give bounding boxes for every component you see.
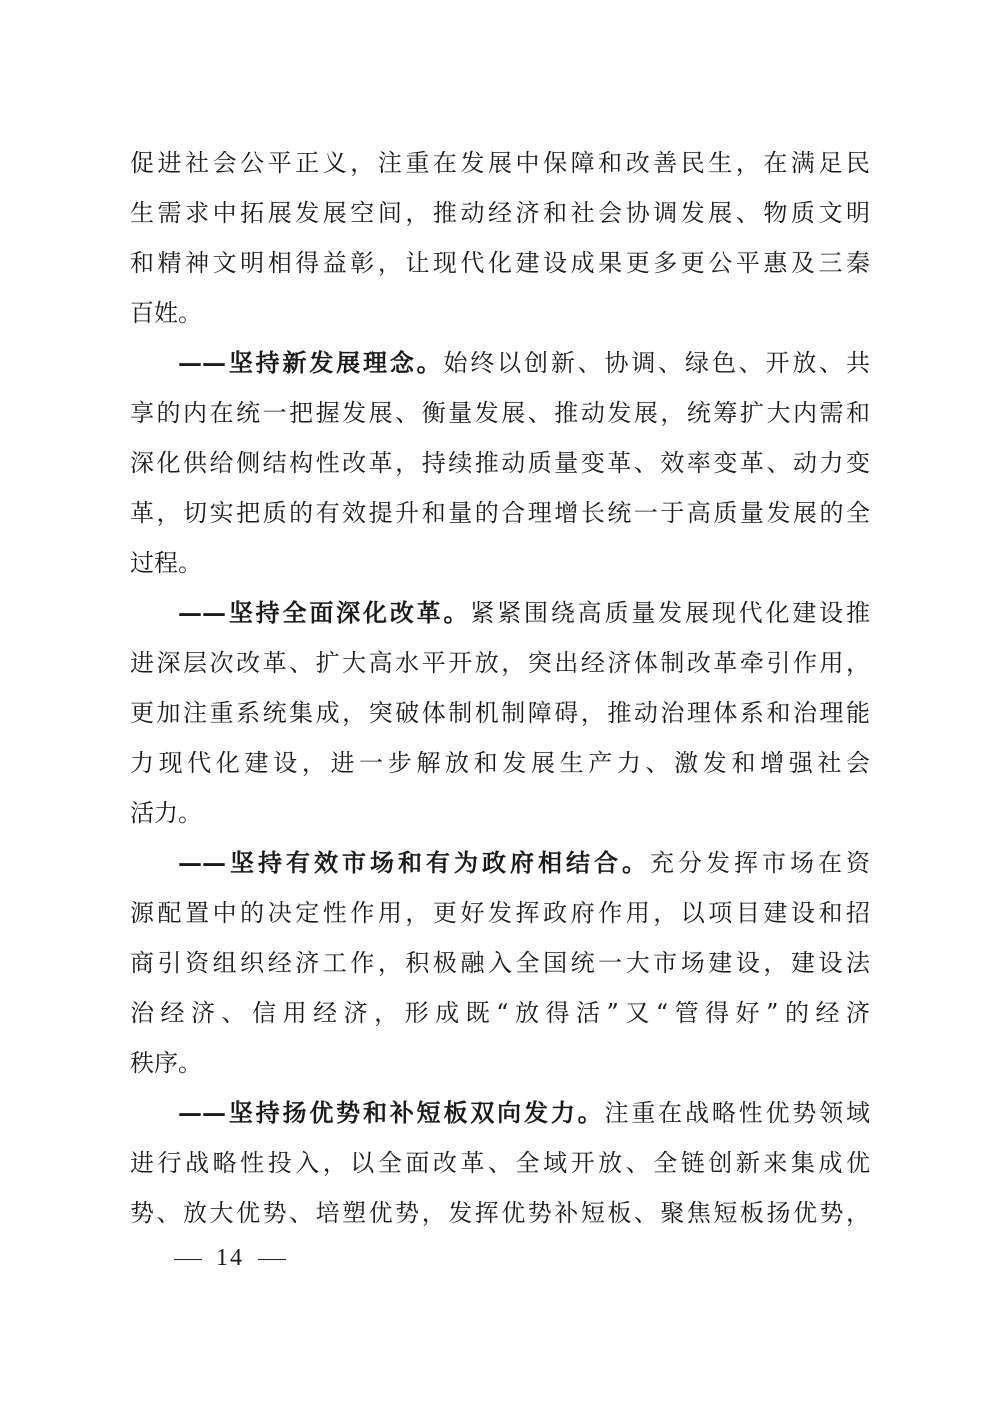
text-line: 力现代化建设，进一步解放和发展生产力、激发和增强社会 (130, 749, 870, 777)
text-line: 和精神文明相得益彰，让现代化建设成果更多更公平惠及三秦 (130, 249, 870, 277)
section-line: ——坚持新发展理念。始终以创新、协调、绿色、开放、共 (178, 348, 870, 377)
text-line: 生需求中拓展发展空间，推动经济和社会协调发展、物质文明 (130, 199, 870, 227)
section-heading: ——坚持新发展理念。 (178, 348, 444, 377)
text-line: 进深层次改革、扩大高水平开放，突出经济体制改革牵引作用， (130, 649, 870, 677)
section-line: ——坚持有效市场和有为政府相结合。充分发挥市场在资 (178, 848, 870, 877)
text-line: 百姓。 (130, 299, 202, 327)
body-text (130, 138, 870, 1238)
text-line: 更加注重系统集成，突破体制机制障碍，推动治理体系和治理能 (130, 699, 870, 727)
section-line: ——坚持扬优势和补短板双向发力。注重在战略性优势领域 (178, 1098, 870, 1127)
section-heading: ——坚持扬优势和补短板双向发力。 (178, 1098, 605, 1127)
text-line: 革，切实把质的有效提升和量的合理增长统一于高质量发展的全 (130, 499, 870, 527)
text-line: 深化供给侧结构性改革，持续推动质量变革、效率变革、动力变 (130, 449, 870, 477)
text-line: 治经济、信用经济，形成既“放得活”又“管得好”的经济 (130, 999, 870, 1027)
page-number: 14 (216, 1245, 244, 1271)
section-heading: ——坚持有效市场和有为政府相结合。 (178, 848, 650, 877)
text-line: 过程。 (130, 549, 202, 577)
text-line: 享的内在统一把握发展、衡量发展、推动发展，统筹扩大内需和 (130, 399, 870, 427)
text-line: 源配置中的决定性作用，更好发挥政府作用，以项目建设和招 (130, 899, 870, 927)
text-line: 秩序。 (130, 1049, 202, 1077)
text-line: 活力。 (130, 799, 202, 827)
text-line: 促进社会公平正义，注重在发展中保障和改善民生，在满足民 (130, 149, 870, 177)
section-heading: ——坚持全面深化改革。 (178, 598, 471, 627)
text-line: 商引资组织经济工作，积极融入全国统一大市场建设，建设法 (130, 949, 870, 977)
dash-right (258, 1259, 286, 1260)
dash-left (174, 1259, 202, 1260)
text-line: 进行战略性投入，以全面改革、全域开放、全链创新来集成优 (130, 1149, 870, 1177)
text-line: 势、放大优势、培塑优势，发挥优势补短板、聚焦短板扬优势， (130, 1199, 870, 1227)
section-line: ——坚持全面深化改革。紧紧围绕高质量发展现代化建设推 (178, 598, 871, 627)
page-footer (160, 1240, 300, 1276)
